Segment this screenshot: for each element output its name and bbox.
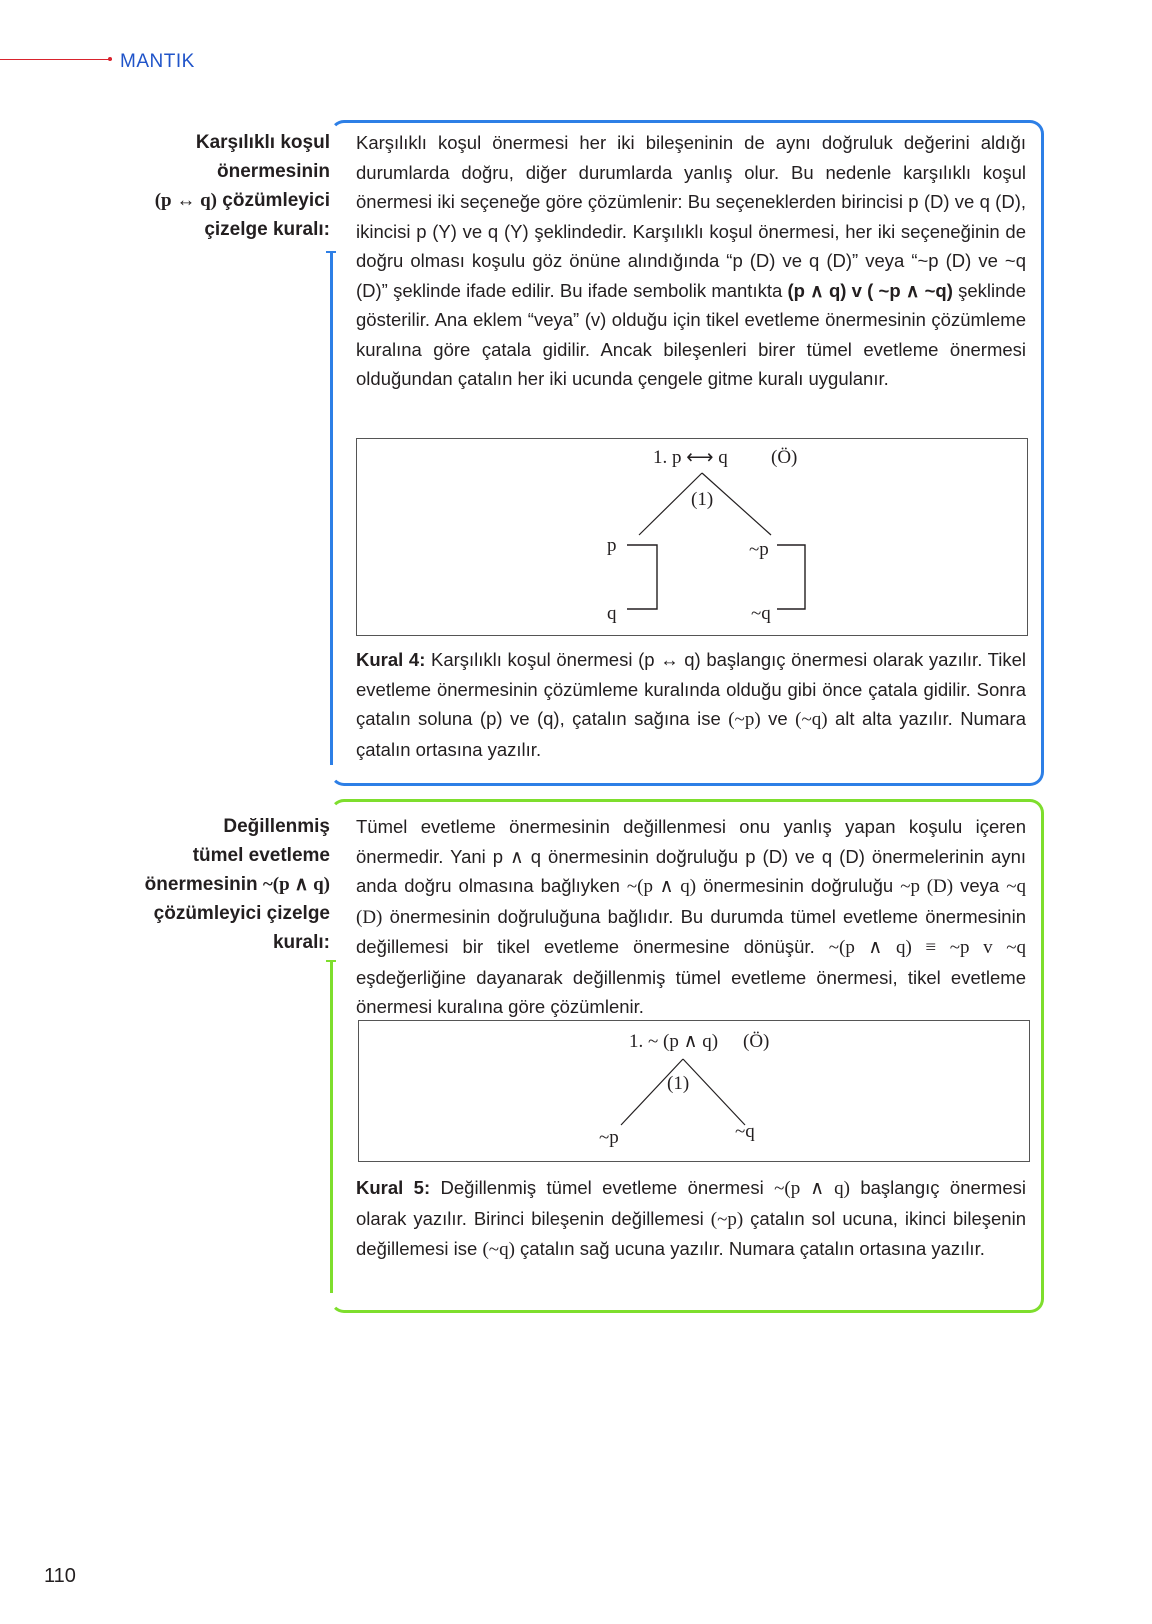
rule5-text3: çatalın sol ucuna, ikinci bileşenin değillemesi ise (356, 1207, 1026, 1259)
tree1-right-bottom: ~q (751, 603, 771, 624)
tree1-right-hook (777, 545, 805, 609)
section1-tree-diagram (356, 438, 1028, 636)
section2-body-text4: önermesinin doğruluğuna bağlıdır. Bu durumda tümel evetleme önermesinin değillemesi bir tikel evetleme önermesine dönüşür. (356, 905, 1026, 957)
section1-body (356, 128, 1026, 394)
rule5-math2: (~p) (710, 1208, 744, 1230)
header-rule-dot (108, 57, 112, 61)
rule5-text1: Değillenmiş tümel evetleme önermesi (430, 1177, 775, 1198)
tree2-step: (1) (667, 1073, 690, 1094)
tree1-right-top: ~p (749, 539, 769, 560)
section2-body-math3: ~q (D) (356, 876, 1027, 928)
rule5-math1: ~(p ∧ q) (774, 1178, 850, 1199)
tree1-left-top: p (607, 535, 617, 556)
section1-body-text1: Karşılıklı koşul önermesi her iki bileşeninin de aynı doğruluk değerini aldığı durumlarda doğru, diğer durumlarda yanlış olur. Bu nedenle karşılıklı koşul önermesi iki seçeneğe göre çözümlenir: Bu seçeneklerden birincisi p (D) ve q (D), ikincisi p (Y) ve q (Y) şeklindedir. Karşılıklı koşul önermesi, her iki seçeneğinin de doğru olması koşulu göz önüne alındığında “p (D) ve q (D)” veya “~p (D) ve ~q (D)” şeklinde ifade edilir. Bu ifade sembolik mantıkta (356, 132, 1026, 301)
rule4-math2: (~q) (795, 709, 828, 730)
rule4-text1: Karşılıklı koşul önermesi (p ↔ q) başlangıç önermesi olarak yazılır. Tikel evetleme önermesinin çözümleme kuralında olduğu gibi önce çatala gidilir. Sonra çatalın soluna (p) ve (q), çatalın sağına ise (356, 649, 1026, 729)
section1-tick (326, 251, 336, 253)
section2-body-math1: ~(p ∧ q) (626, 876, 697, 897)
section1-side-line1: Karşılıklı koşul (195, 132, 330, 153)
tree2-left: ~p (599, 1127, 619, 1148)
section1-side-line4: çizelge kuralı: (204, 219, 330, 240)
section2-side-line3 (110, 870, 330, 899)
section2-side-line5: kuralı: (272, 932, 330, 953)
tree1-root-mark: (Ö) (771, 447, 798, 468)
rule5-text2: başlangıç önermesi olarak yazılır. Birinci bileşenin değillemesi (356, 1177, 1026, 1229)
rule5-text4: çatalın sağ ucuna yazılır. Numara çatalın ortasına yazılır. (514, 1238, 985, 1259)
section2-side-title (110, 812, 330, 957)
tree1-step: (1) (691, 489, 714, 510)
section2-side-line1: Değillenmiş (223, 816, 330, 837)
rule4-text3: alt alta yazılır. Numara çatalın ortasına yazılır. (356, 708, 1026, 760)
section2-side-line4: çözümleyici çizelge (153, 903, 330, 924)
tree2-right-branch (683, 1059, 745, 1125)
section1-side-line3 (110, 186, 330, 215)
section2-body-text2: önermesinin doğruluğu (696, 875, 901, 896)
section2-box-left-gap (330, 812, 333, 960)
section1-tree-svg (357, 439, 1027, 635)
section1-side-line2: önermesinin (217, 161, 330, 182)
section2-tree-diagram (358, 1020, 1030, 1162)
section2-rule (356, 1173, 1026, 1265)
section2-body-math2: ~p (D) (900, 876, 954, 897)
section2-side-line2: tümel evetleme (192, 845, 330, 866)
section2-tick (326, 960, 336, 962)
section2-body-text3: veya (953, 875, 1007, 896)
section1-rule (356, 645, 1026, 764)
section2-body (356, 812, 1026, 1022)
tree1-root: 1. p ⟷ q (653, 447, 728, 468)
header-rule (0, 59, 112, 60)
tree1-left-bottom: q (607, 603, 617, 624)
section1-box-left-gap (330, 133, 333, 251)
section2-body-text1: Tümel evetleme önermesinin değillenmesi onu yanlış yapan koşulu içeren önermedir. Yani p ∧ q önermesinin doğruluğu p (D) ve q (D) önermelerinin aynı anda doğru olmasına bağlıyken (356, 816, 1026, 896)
rule4-label: Kural 4: (356, 649, 426, 670)
rule5-math3: (~q) (482, 1239, 515, 1260)
section1-side-formula: (p ↔ q) (154, 190, 217, 211)
section2-side-line3-text: önermesinin (144, 874, 263, 895)
section2-side-formula: ~(p ∧ q) (262, 874, 330, 895)
page-number: 110 (44, 1565, 76, 1587)
tree2-root: 1. ~ (p ∧ q) (629, 1031, 719, 1052)
section2-tree-svg (359, 1021, 1029, 1161)
section1-body-text2: şeklinde gösterilir. Ana eklem “veya” (v) olduğu için tikel evetleme önermesinin çözümleme kuralına göre çatala gidilir. Ancak bileşenleri birer tümel evetleme önermesi olduğundan çatalın her iki ucunda çengele gitme kuralı uygulanır. (356, 279, 1026, 389)
rule4-math1: (~p) (728, 709, 761, 730)
rule4-text2: ve (760, 708, 796, 729)
tree2-right: ~q (735, 1121, 755, 1142)
section1-side-title (110, 128, 330, 244)
chapter-title: MANTIK (120, 51, 195, 72)
tree1-left-hook (627, 545, 657, 609)
tree2-root-mark: (Ö) (743, 1031, 770, 1052)
section1-body-formula: (p ∧ q) v ( ~p ∧ ~q) (787, 279, 953, 301)
section2-body-math4: ~(p ∧ q) ≡ ~p v ~q (828, 937, 1026, 958)
rule5-label: Kural 5: (356, 1177, 431, 1198)
section1-side-line3-text: çözümleyici (217, 190, 330, 211)
section2-body-text5: eşdeğerliğine dayanarak değillenmiş tümel evetleme önermesi, tikel evetleme önermesi kuralına göre çözümlenir. (356, 966, 1026, 1017)
